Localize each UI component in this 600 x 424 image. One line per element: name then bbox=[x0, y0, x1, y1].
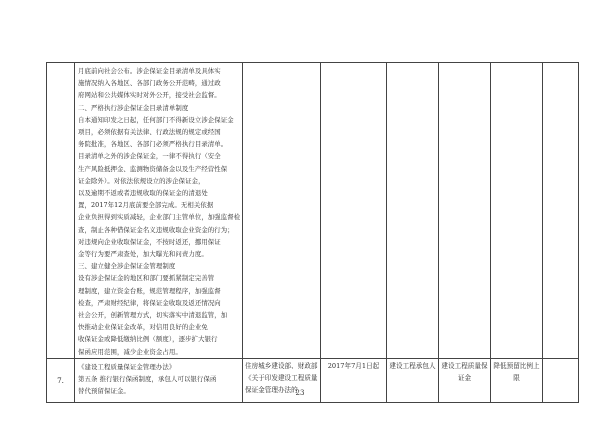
content-line: 务院批准，各地区、各部门必须严格执行目录清单。 bbox=[78, 140, 228, 149]
content-line: 置，2017年12月底前要全部完成。无相关依据 bbox=[78, 201, 214, 210]
content-line: 社会公开，创新管理方式，切实落实中清退监管，加 bbox=[78, 311, 228, 320]
content-line: 企业负担得到实质减轻，企业部门主管单位，加强监督检 bbox=[78, 213, 241, 222]
content-line: 二、严格执行涉企保证金目录清单制度 bbox=[78, 103, 189, 112]
row-effective-date: 2017年7月1日起 bbox=[321, 358, 387, 402]
basis-cell-empty bbox=[243, 63, 321, 359]
content-line: 《建设工程质量保证金管理办法》 bbox=[78, 362, 176, 371]
content-line: 替代预留保证金。 bbox=[78, 386, 130, 395]
content-line: 府网站和公共媒体实时对外公开，接受社会监督。 bbox=[78, 91, 221, 100]
date-cell-empty bbox=[321, 63, 387, 359]
content-line: 生产风险抵押金、监测物资储备金以及生产经营性保 bbox=[78, 164, 228, 173]
content-line: 查，制止各种借保证金名义违规收取企业资金的行为； bbox=[78, 225, 234, 234]
type-cell-empty bbox=[439, 63, 491, 359]
content-line: 证金除外）。对依法依规设立的涉企保证金， bbox=[78, 176, 205, 185]
row-deposit-type: 建设工程质量保证金 bbox=[439, 358, 491, 402]
content-line: 理制度，建立资金台账，规范管理程序，加强监督 bbox=[78, 286, 221, 295]
row-basis: 住房城乡建设部、财政部《关于印发建设工程质量保证金管理办法的 bbox=[243, 358, 321, 402]
content-line: 项目，必须依据有关法律、行政法规的规定或经国 bbox=[78, 128, 221, 137]
subject-cell-empty bbox=[387, 63, 439, 359]
content-line: 快推动企业保证金改革，对信用良好的企业免 bbox=[78, 323, 208, 332]
content-line: 三、建立健全涉企保证金管理制度 bbox=[78, 262, 176, 271]
deposit-table bbox=[46, 62, 579, 403]
content-line: 施情况纳入各地区、各部门政务公开范畴，通过政 bbox=[78, 79, 221, 88]
content-line: 保函应用范围，减少企业资金占用。 bbox=[78, 347, 182, 356]
content-line: 设有涉企保证金的地区和部门要抓紧制定完善管 bbox=[78, 274, 215, 283]
content-line: 月底前向社会公布。涉企保证金目录清单及具体实 bbox=[78, 67, 221, 75]
content-line: 收保证金或降低缴纳比例（额度），逐步扩大银行 bbox=[78, 335, 218, 344]
row-subject: 建设工程承包人 bbox=[387, 358, 439, 402]
content-cell bbox=[75, 63, 243, 359]
content-line: 目录清单之外的涉企保证金，一律不得执行（安全 bbox=[78, 152, 221, 161]
row-number: 7. bbox=[47, 358, 75, 402]
content-line: 金等行为要严肃查处，加大曝光和问责力度。 bbox=[78, 250, 208, 259]
number-cell-empty bbox=[47, 63, 75, 359]
content-line: 检查，严肃财经纪律，将保证金收取及返还情况向 bbox=[78, 298, 221, 307]
page-number: 23 bbox=[295, 389, 305, 397]
content-line: 自本通知印发之日起，任何部门不得新设立涉企保证金 bbox=[78, 115, 234, 124]
table-row bbox=[47, 63, 579, 359]
row-measure: 降低预留比例上限 bbox=[491, 358, 543, 402]
content-line: 对违规向企业收取保证金，不按时返还，挪用保证 bbox=[78, 237, 221, 246]
content-line: 第五条 推行银行保函制度，承包人可以银行保函 bbox=[78, 374, 217, 383]
note-cell-empty bbox=[543, 63, 579, 359]
content-line: 以及逾期不返或者违规收取的保证金的清退处 bbox=[78, 189, 208, 198]
measure-cell-empty bbox=[491, 63, 543, 359]
